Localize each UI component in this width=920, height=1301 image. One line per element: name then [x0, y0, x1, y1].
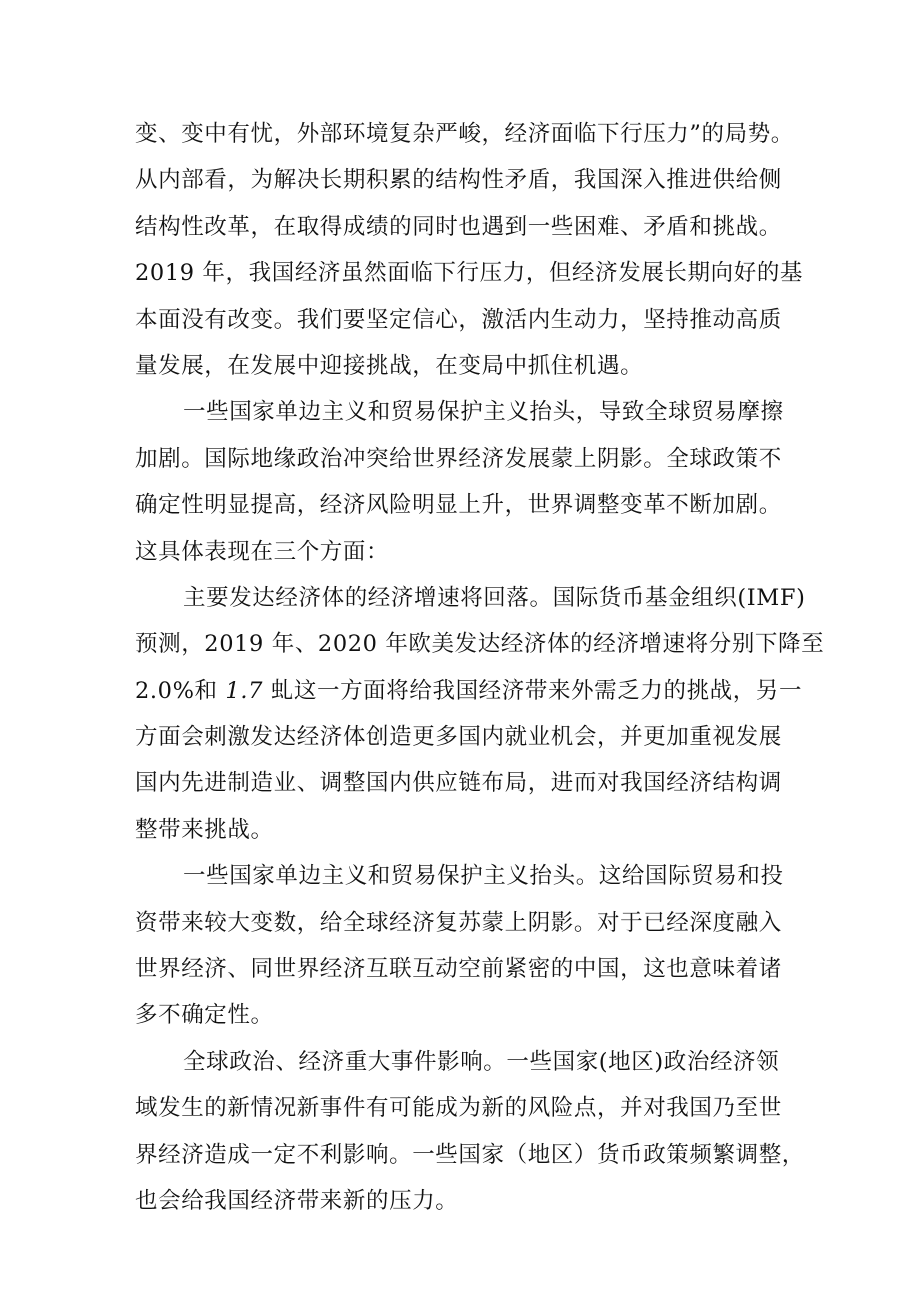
- paragraph-line: 多不确定性。: [135, 1002, 274, 1029]
- paragraph-line: 主要发达经济体的经济增速将回落。国际货币基金组织(IMF): [183, 584, 806, 611]
- paragraph-1: [135, 111, 804, 389]
- paragraph-line: 域发生的新情况新事件有可能成为新的风险点，并对我国乃至世: [135, 1095, 782, 1122]
- paragraph-line: 也会给我国经济带来新的压力。: [135, 1187, 459, 1214]
- paragraph-line: 世界经济、同世界经济互联互动空前紧密的中国，这也意味着诸: [135, 956, 782, 983]
- paragraph-line: 从内部看，为解决长期积累的结构性矛盾，我国深入推进供给侧: [135, 167, 782, 194]
- paragraph-2: [135, 389, 795, 575]
- paragraph-4: [135, 853, 795, 1039]
- text-segment-italic: 1.7: [225, 677, 264, 704]
- paragraph-line: 预测，2019 年、2020 年欧美发达经济体的经济增速将分别下降至: [135, 631, 825, 658]
- paragraph-line: 界经济造成一定不利影响。一些国家（地区）货币政策频繁调整，: [135, 1141, 805, 1168]
- paragraph-line: 量发展，在发展中迎接挑战，在变局中抓住机遇。: [135, 352, 644, 379]
- paragraph-line: 加剧。国际地缘政治冲突给世界经济发展蒙上阴影。全球政策不: [135, 445, 782, 472]
- paragraph-line: 2019 年，我国经济虽然面临下行压力，但经济发展长期向好的基: [135, 260, 804, 287]
- paragraph-line: 这具体表现在三个方面：: [135, 538, 390, 565]
- paragraph-line: 全球政治、经济重大事件影响。一些国家(地区)政治经济领: [183, 1048, 780, 1075]
- text-segment: 虬这一方面将给我国经济带来外需乏力的挑战，另一: [263, 677, 803, 704]
- paragraph-line: 一些国家单边主义和贸易保护主义抬头。这给国际贸易和投: [183, 863, 784, 890]
- paragraph-line: 确定性明显提高，经济风险明显上升，世界调整变革不断加剧。: [135, 492, 782, 519]
- paragraph-line: 方面会刺激发达经济体创造更多国内就业机会，并更加重视发展: [135, 724, 782, 751]
- document-body: [135, 111, 825, 1224]
- paragraph-line: 一些国家单边主义和贸易保护主义抬头，导致全球贸易摩擦: [183, 399, 784, 426]
- paragraph-5: [135, 1039, 805, 1225]
- paragraph-line: 变、变中有忧，外部环境复杂严峻，经济面临下行压力”的局势。: [135, 121, 794, 147]
- paragraph-line: 整带来挑战。: [135, 816, 274, 843]
- text-segment: 2.0%和: [135, 677, 226, 704]
- paragraph-3: [135, 575, 825, 853]
- paragraph-line: 结构性改革，在取得成绩的同时也遇到一些困难、矛盾和挑战。: [135, 213, 782, 240]
- paragraph-line: 本面没有改变。我们要坚定信心，激活内生动力，坚持推动高质: [135, 306, 782, 333]
- paragraph-line: [135, 668, 803, 714]
- paragraph-line: 国内先进制造业、调整国内供应链布局，进而对我国经济结构调: [135, 770, 782, 797]
- paragraph-line: 资带来较大变数，给全球经济复苏蒙上阴影。对于已经深度融入: [135, 909, 782, 936]
